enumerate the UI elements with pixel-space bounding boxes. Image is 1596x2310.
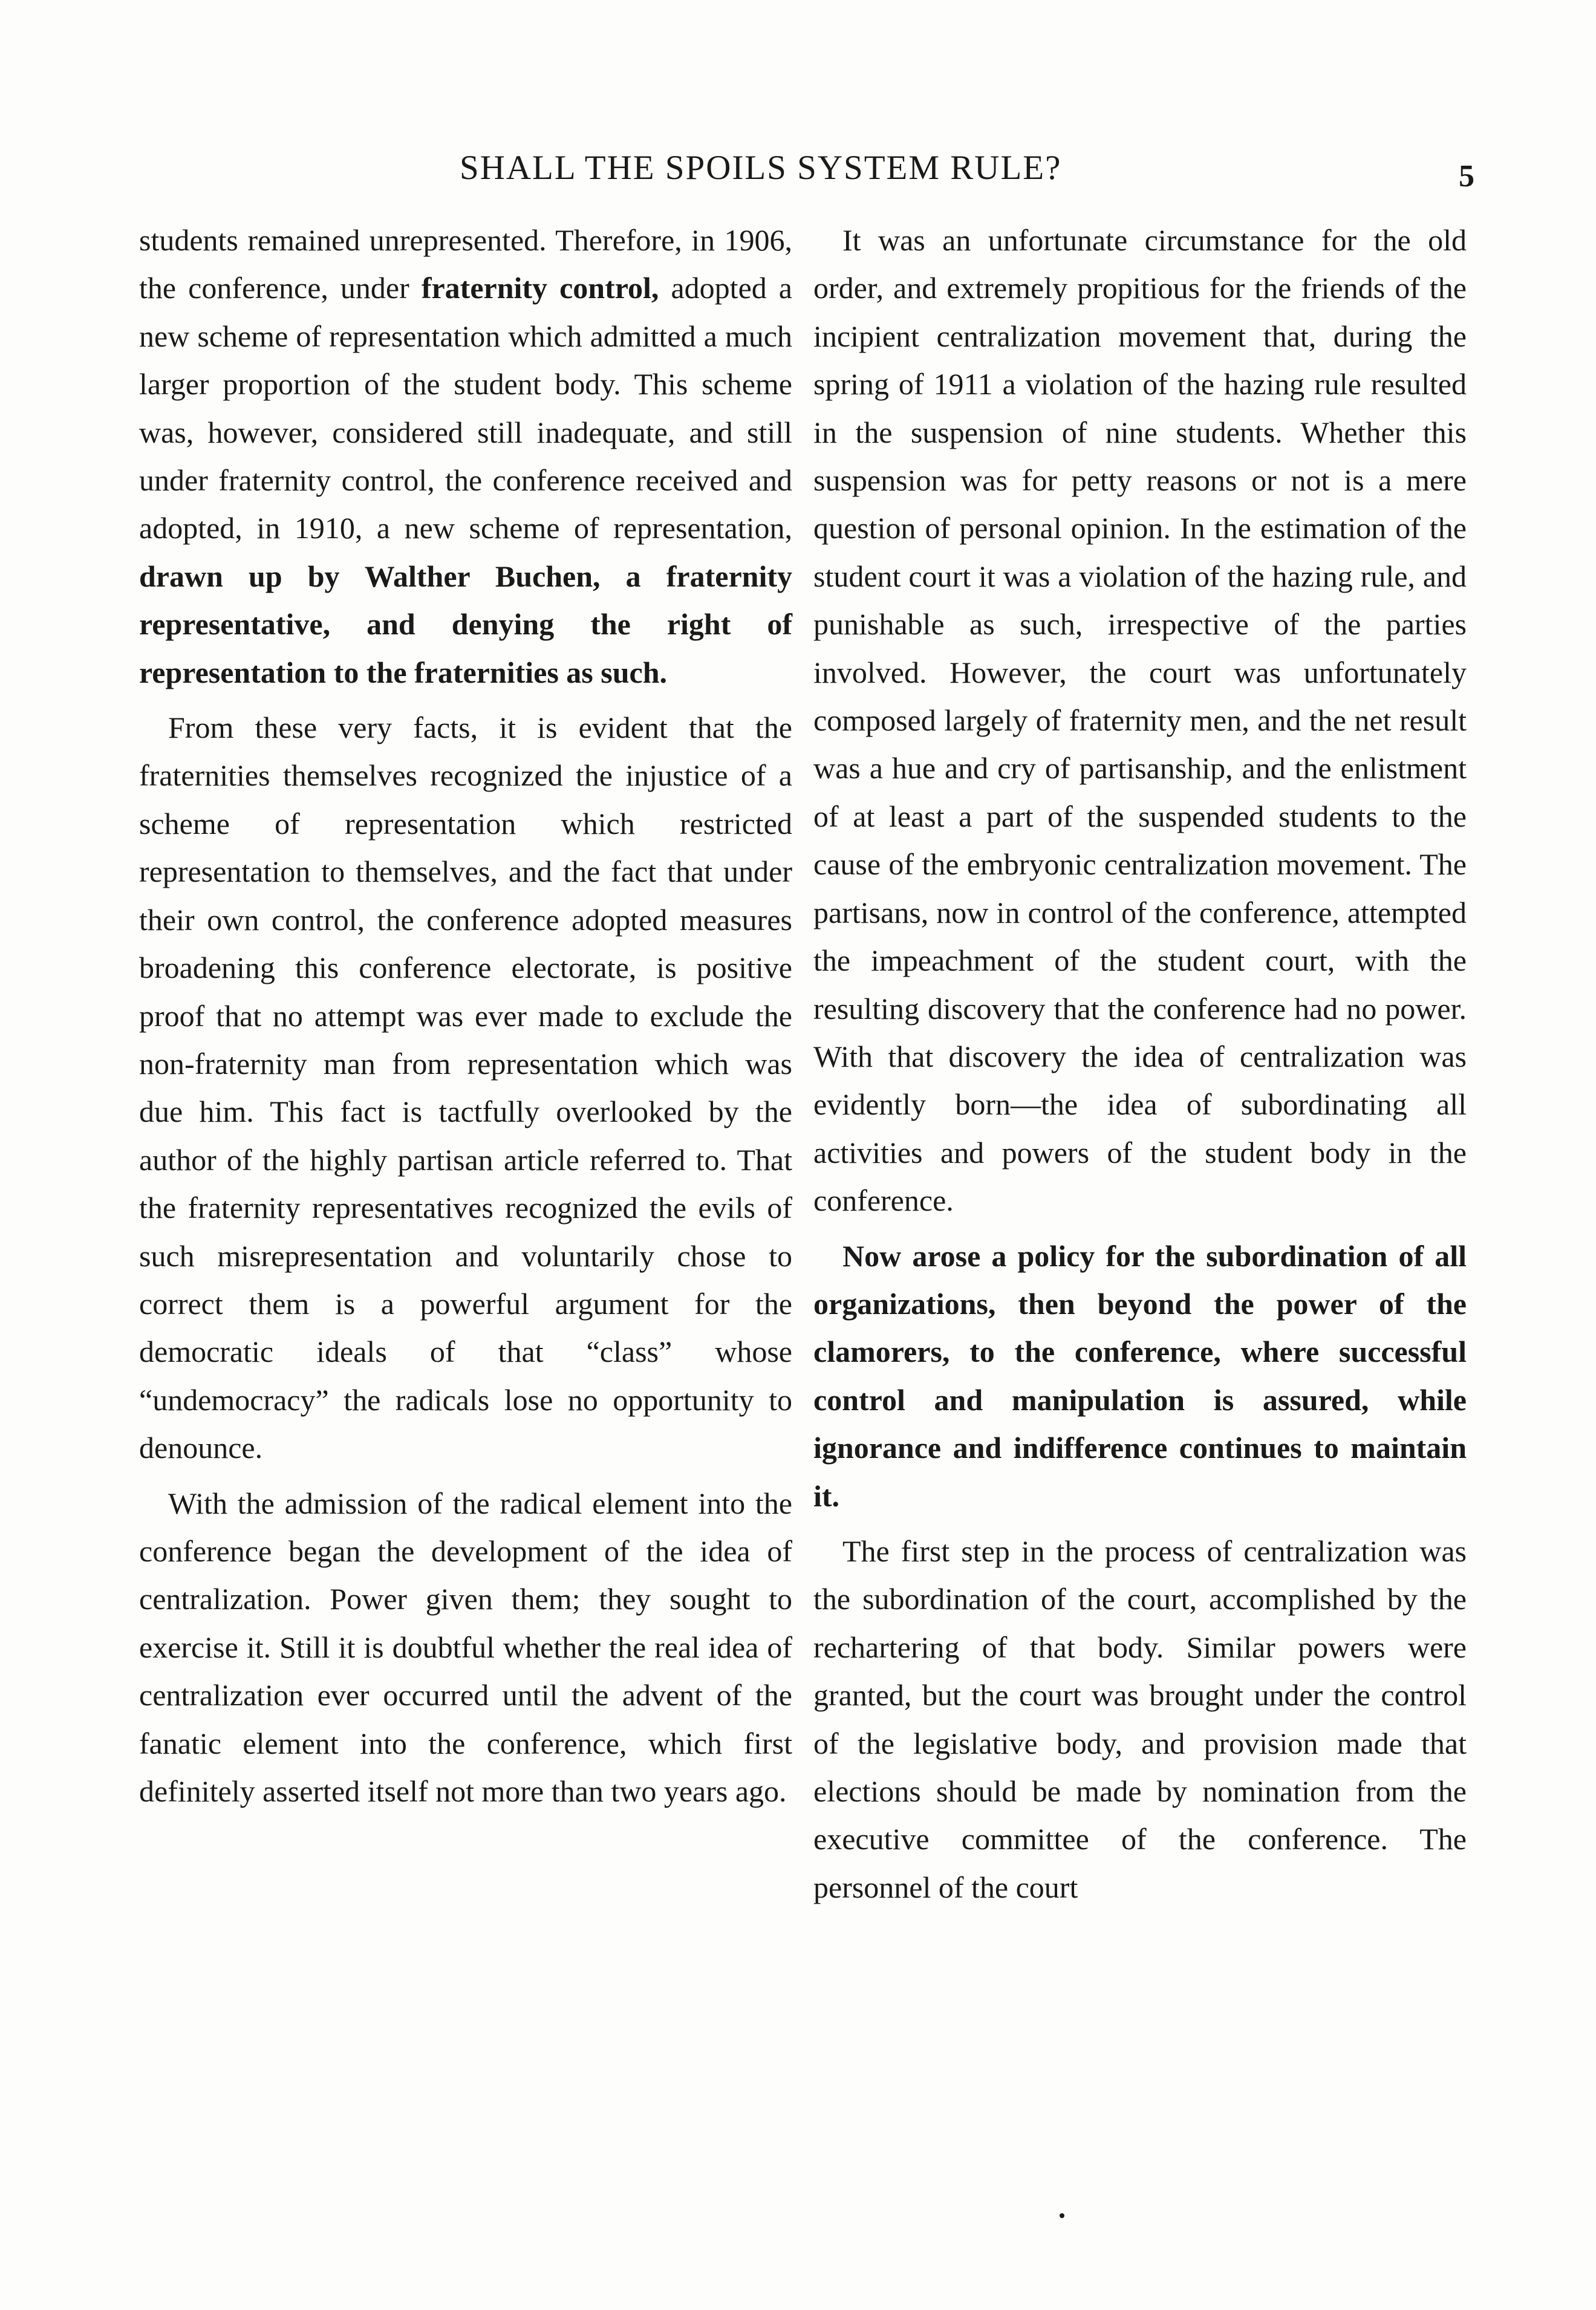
right-column <box>813 216 1467 1919</box>
left-paragraph-1 <box>139 216 792 697</box>
page-number: 5 <box>1459 159 1474 194</box>
left-p1-text-middle: adopted a new scheme of representation which admitted a much larger proportion of the student body. This scheme was, however, considered still inadequate, and still under fraternity control, the conference received and adopted, in 1910, a new scheme of representation, <box>139 271 792 545</box>
left-paragraph-3: With the admission of the radical element into the conference began the development of the idea of centralization. Power given them; they sought to exercise it. Still it is doubtful whether the real idea of centralization ever occurred until the advent of the fanatic element into the conference, which first definitely asserted itself not more than two years ago. <box>139 1486 792 1808</box>
left-p1-bold-sentence: drawn up by Walther Buchen, a fraternity representative, and denying the right of representation to the fraternities as such. <box>139 559 792 689</box>
right-paragraph-1: It was an unfortunate circumstance for the old order, and extremely propitious for the friends of the incipient centralization movement that, during the spring of 1911 a violation of the hazing rule resulted in the suspension of nine students. Whether this suspension was for petty reasons or not is a mere question of personal opinion. In the estimation of the student court it was a violation of the hazing rule, and punishable as such, irrespective of the parties involved. However, the court was unfortunately composed largely of fraternity men, and the net result was a hue and cry of partisanship, and the enlistment of at least a part of the suspended students to the cause of the embryonic centralization movement. The partisans, now in control of the conference, attempted the impeachment of the student court, with the resulting discovery that the conference had no power. With that discovery the idea of centralization was evidently born—the idea of subordinating all activities and powers of the student body in the conference. <box>813 223 1467 1218</box>
left-column <box>139 216 792 1823</box>
right-paragraph-3: The first step in the process of centralization was the subordination of the court, accomplished by the rechartering of that body. Similar powers were granted, but the court was brought under the control of the legislative body, and provision made that elections should be made by nomination from the executive committee of the conference. The personnel of the court <box>813 1534 1467 1904</box>
left-paragraph-2: From these very facts, it is evident that the fraternities themselves recognized the injustice of a scheme of representation which restricted representation to themselves, and the fact that under their own control, the conference adopted measures broadening this conference electorate, is positive proof that no attempt was ever made to exclude the non-fraternity man from representation which was due him. This fact is tactfully overlooked by the author of the highly partisan article referred to. That the fraternity representatives recognized the evils of such misrepresentation and voluntarily chose to correct them is a powerful argument for the democratic ideals of that “class” whose “undemocracy” the radicals lose no opportunity to denounce. <box>139 711 792 1465</box>
left-p1-bold-phrase: fraternity control, <box>421 271 659 305</box>
print-speck-mark <box>1060 2213 1064 2218</box>
running-title: SHALL THE SPOILS SYSTEM RULE? <box>460 149 1062 187</box>
left-p1-text-start: students remained unrepresented. Therefore, in 1906, the conference, under <box>139 223 792 305</box>
right-paragraph-2-bold: Now arose a policy for the subordination of all organizations, then beyond the power of the clamorers, to the conference, where successful control and manipulation is assured, while ignorance and indifference continues to maintain it. <box>813 1238 1467 1513</box>
